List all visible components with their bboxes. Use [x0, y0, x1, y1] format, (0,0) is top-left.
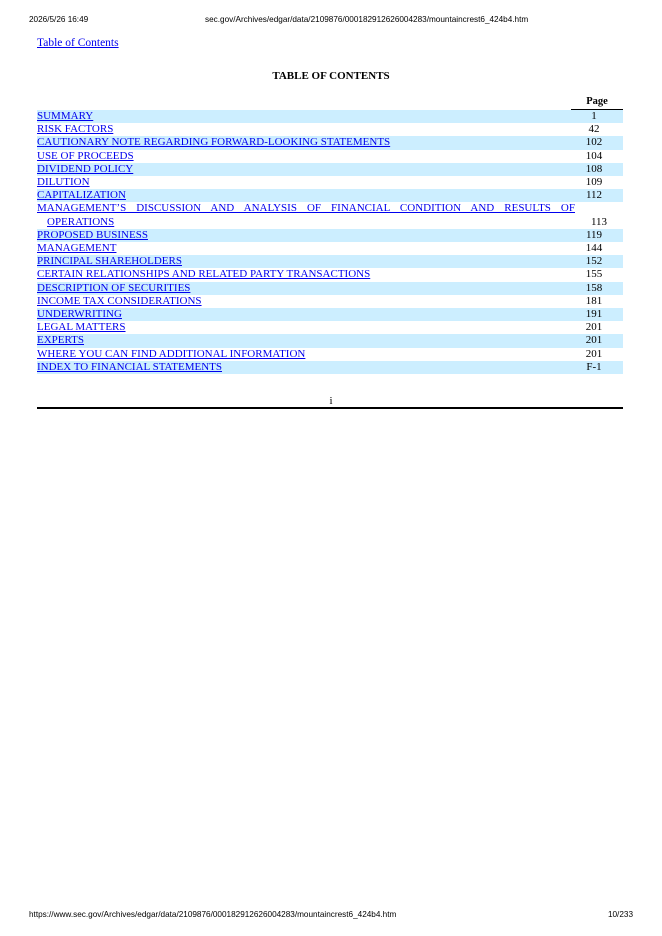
toc-entry-link[interactable]: USE OF PROCEEDS [37, 149, 134, 162]
toc-row [37, 321, 623, 334]
print-datetime: 2026/5/26 16:49 [29, 15, 89, 24]
toc-page-number: 104 [585, 149, 603, 162]
page-break-rule [37, 407, 623, 409]
toc-entry-link[interactable]: CERTAIN RELATIONSHIPS AND RELATED PARTY TRANSACTIONS [37, 268, 371, 281]
toc-row [37, 123, 623, 136]
toc-page-number: 152 [585, 255, 603, 268]
toc-row [37, 189, 623, 202]
toc-entry-link[interactable]: CAPITALIZATION [37, 189, 126, 202]
toc-entry-link[interactable]: UNDERWRITING [37, 308, 122, 321]
toc-entry-link[interactable]: RISK FACTORS [37, 123, 114, 136]
toc-row [37, 361, 623, 374]
toc-row [37, 255, 623, 268]
toc-entry-link[interactable]: INCOME TAX CONSIDERATIONS [37, 294, 202, 307]
toc-entry-link[interactable]: DILUTION [37, 176, 90, 189]
toc-page-number: 201 [585, 321, 603, 334]
print-page-url: sec.gov/Archives/edgar/data/2109876/000182912626004283/mountaincrest6_424b4.htm [205, 15, 529, 24]
toc-row [37, 110, 623, 123]
toc-page-number: 144 [585, 242, 603, 255]
toc-table [37, 110, 623, 374]
toc-page-number: 113 [590, 215, 608, 228]
toc-row [37, 282, 623, 295]
toc-row [37, 334, 623, 347]
toc-page-number: 201 [585, 347, 603, 360]
toc-row [37, 176, 623, 189]
toc-row [37, 295, 623, 308]
toc-entry-link[interactable]: DESCRIPTION OF SECURITIES [37, 281, 191, 294]
toc-entry-link[interactable]: DIVIDEND POLICY [37, 162, 134, 175]
toc-row [37, 229, 623, 242]
toc-row [37, 268, 623, 281]
toc-row [37, 150, 623, 163]
toc-row [37, 348, 623, 361]
toc-page-number: 155 [585, 268, 603, 281]
table-of-contents-link[interactable]: Table of Contents [37, 37, 119, 49]
toc-page-number: 102 [585, 136, 603, 149]
toc-row [37, 202, 623, 228]
toc-entry-link[interactable]: WHERE YOU CAN FIND ADDITIONAL INFORMATION [37, 347, 306, 360]
toc-entry-link[interactable]: SUMMARY [37, 110, 94, 122]
toc-page-number: 109 [585, 176, 603, 189]
toc-row [37, 242, 623, 255]
page-column-header: Page [571, 96, 623, 110]
toc-page-number: 201 [585, 334, 603, 347]
toc-page-number: 42 [588, 123, 600, 136]
toc-entry-link[interactable]: MANAGEMENT [37, 242, 117, 255]
toc-row [37, 136, 623, 149]
toc-entry-link[interactable]: MANAGEMENT’S DISCUSSION AND ANALYSIS OF FINANCIAL CONDITION AND RESULTS OF OPERATIONS [37, 202, 575, 228]
toc-row [37, 163, 623, 176]
toc-entry-link[interactable]: INDEX TO FINANCIAL STATEMENTS [37, 360, 222, 373]
toc-page-number: 112 [585, 189, 603, 202]
print-footer-url: https://www.sec.gov/Archives/edgar/data/2109876/000182912626004283/mountaincrest6_424b4.htm [29, 910, 397, 919]
toc-entry-link[interactable]: PRINCIPAL SHAREHOLDERS [37, 255, 182, 268]
toc-entry-link[interactable]: EXPERTS [37, 334, 85, 347]
toc-page-number: 181 [585, 294, 603, 307]
page-number: i [329, 395, 333, 407]
toc-page-number: 191 [585, 308, 603, 321]
toc-page-number: 108 [585, 162, 603, 175]
toc-entry-link[interactable]: PROPOSED BUSINESS [37, 228, 148, 241]
print-page-counter: 10/233 [607, 910, 633, 919]
toc-entry-link[interactable]: LEGAL MATTERS [37, 321, 126, 334]
toc-entry-link[interactable]: CAUTIONARY NOTE REGARDING FORWARD-LOOKING STATEMENTS [37, 136, 391, 149]
toc-page-number: 1 [591, 110, 597, 122]
toc-page-number: 158 [585, 281, 603, 294]
toc-row [37, 308, 623, 321]
toc-page-number: 119 [585, 228, 603, 241]
toc-page-number: F-1 [586, 360, 602, 373]
page-title: TABLE OF CONTENTS [272, 70, 390, 82]
